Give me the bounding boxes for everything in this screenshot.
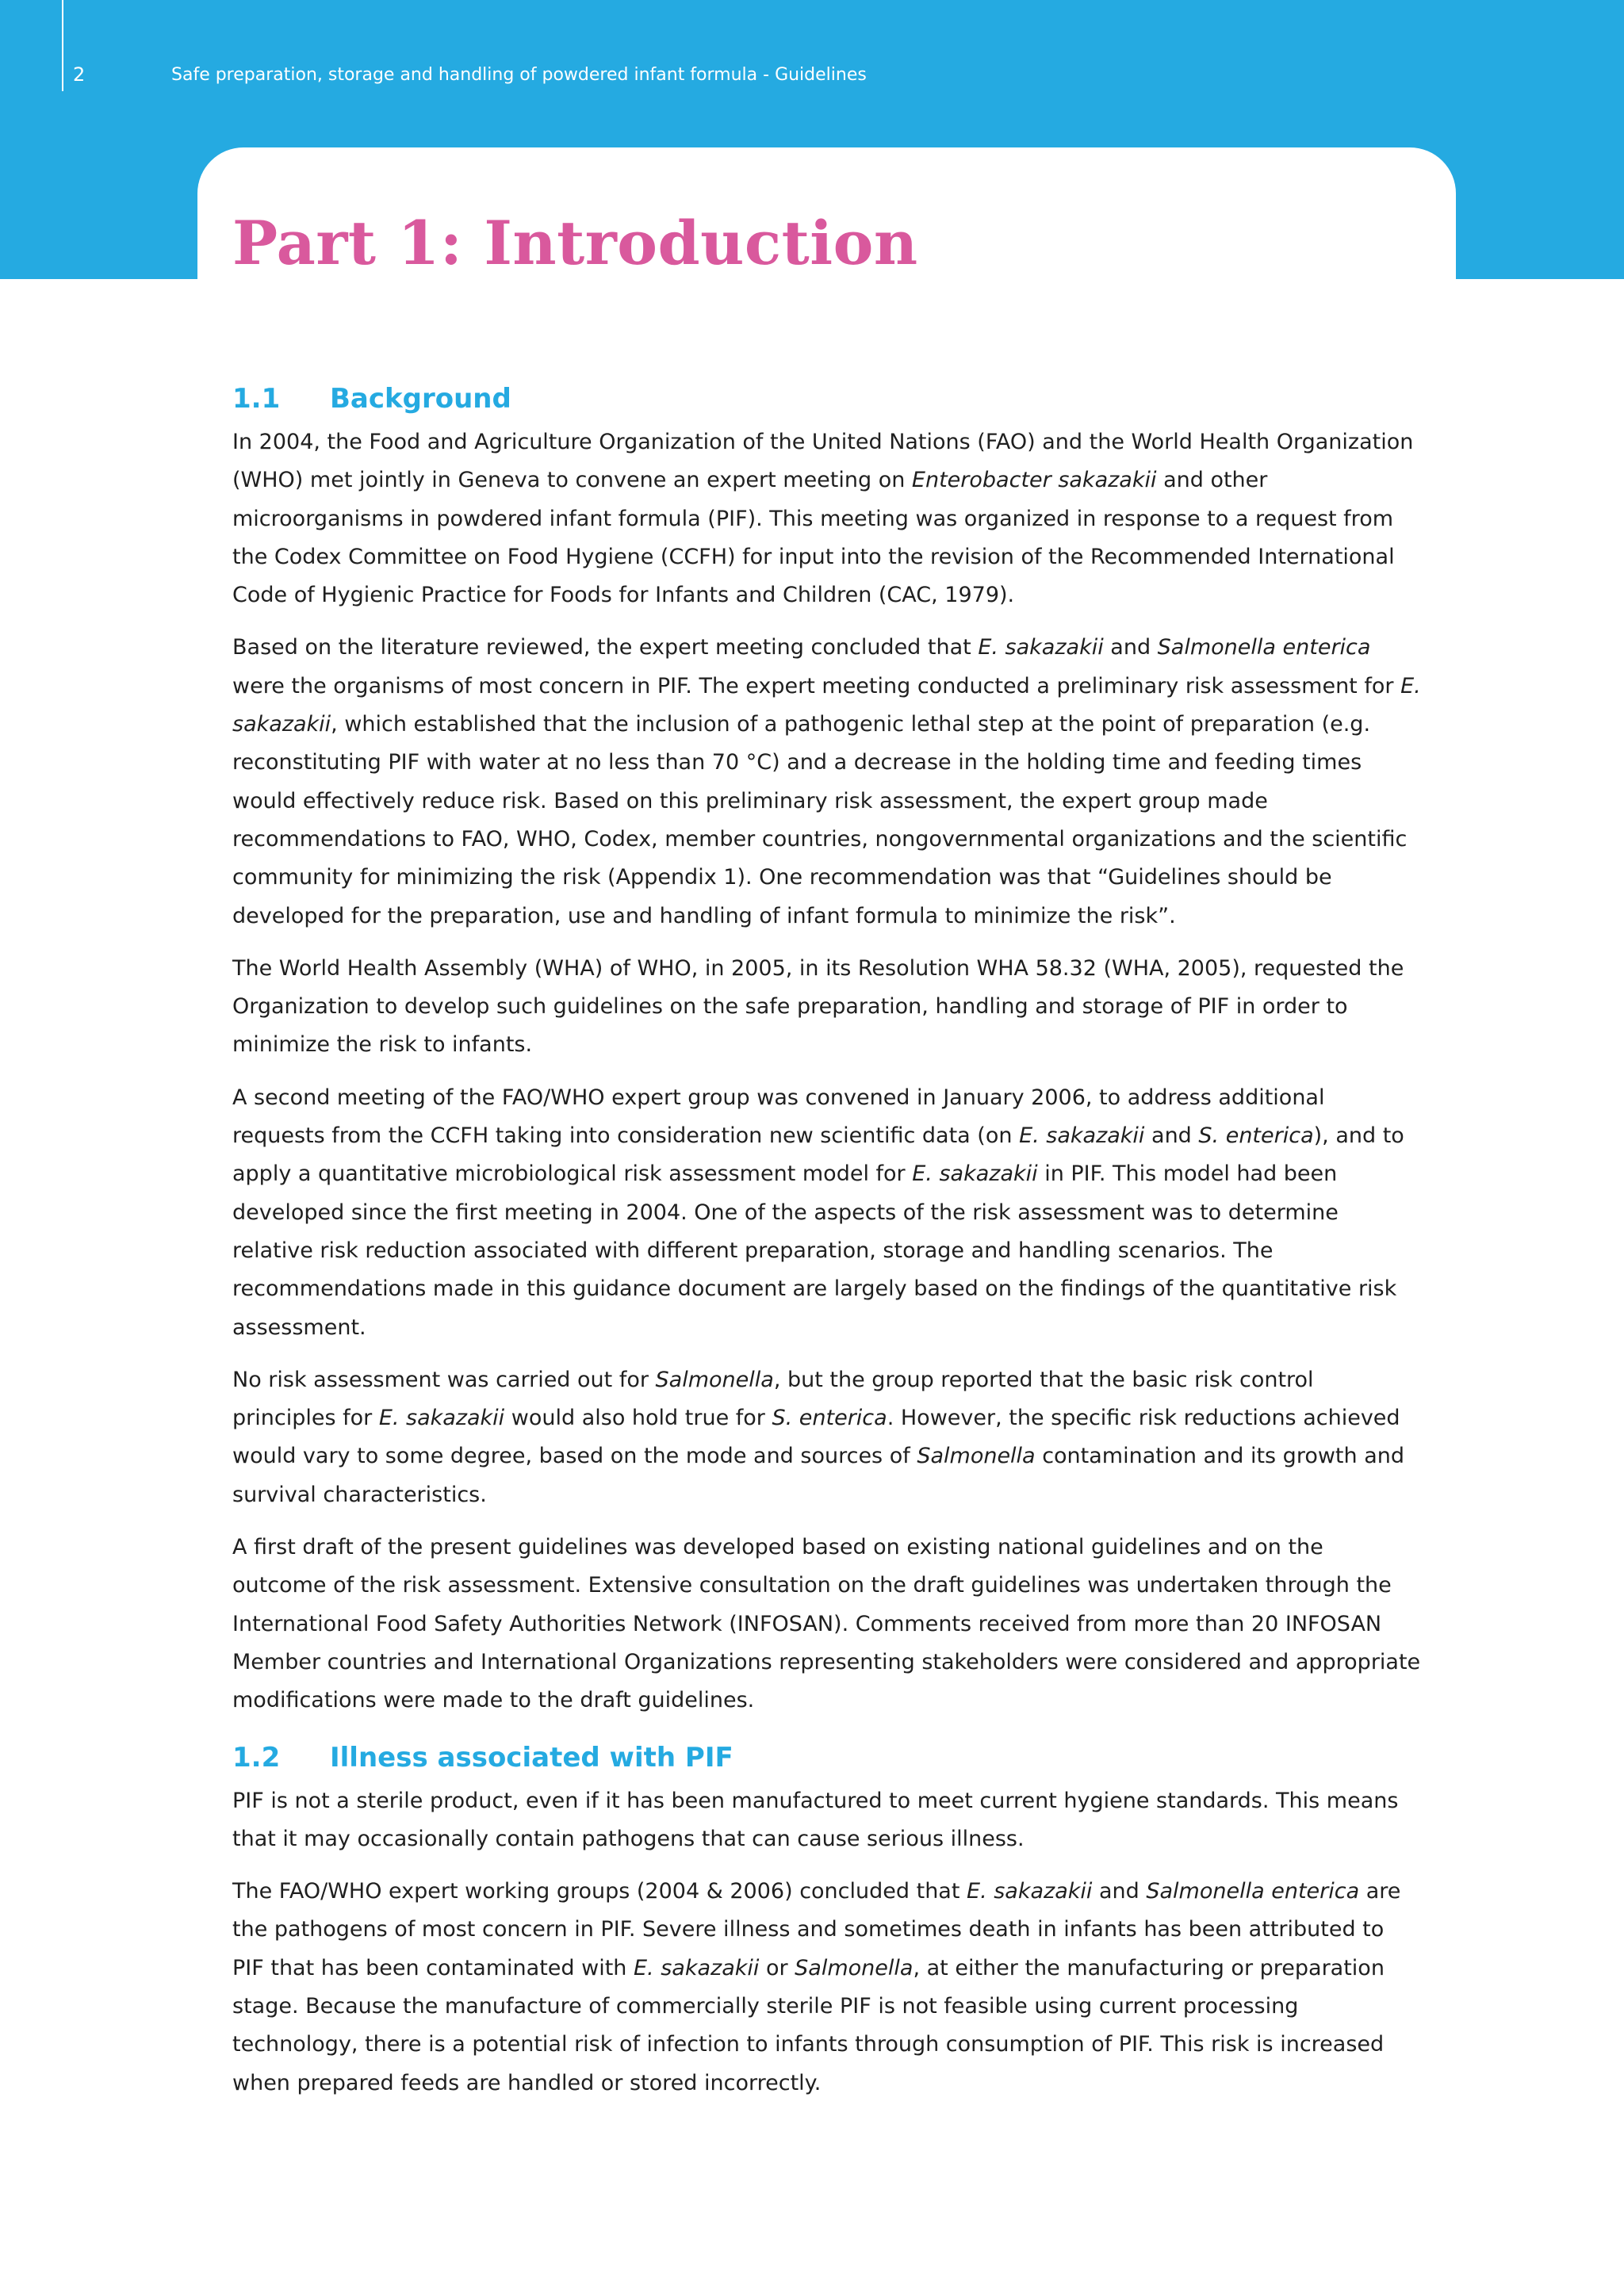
text-run: In 2004, the Food and Agriculture Organization of the United Nations (FAO) and the World Health Organization (WHO) met jointly in Geneva to convene an expert meeting on [232,430,1414,493]
text-run: , at either the manufacturing or preparation stage. Because the manufacture of commercially sterile PIF is not feasible using current processing technology, there is a potential risk of infection to infants through consumption of PIF. This risk is increased when prepared feeds are handled or stored incorrectly. [232,1955,1385,2095]
italic-text: Salmonella [655,1367,774,1392]
section-1-1 [232,379,1422,1720]
italic-text: Salmonella [917,1444,1036,1469]
italic-text: E. sakazakii [634,1955,760,1980]
paragraph [232,1361,1422,1514]
document-body [232,379,1422,2117]
section-number: 1.2 [232,1741,281,1774]
text-run: , which established that the inclusion of a pathogenic lethal step at the point of preparation (e.g. reconstituting PIF with water at no less than 70 °C) and a decrease in the holding time and feeding times would effectively reduce risk. Based on this preliminary risk assessment, the expert group made recommendations to FAO, WHO, Codex, member countries, nongovernmental organizations and the scientific community for minimizing the risk (Appendix 1). One recommendation was that “Guidelines should be developed for the preparation, use and handling of infant formula to minimize the risk”. [232,712,1408,928]
section-heading [232,379,1422,419]
text-run: The FAO/WHO expert working groups (2004 & 2006) concluded that [232,1879,967,1904]
paragraph [232,1873,1422,2103]
text-run: A second meeting of the FAO/WHO expert group was convened in January 2006, to address additional requests from the CCFH taking into consideration new scientific data (on [232,1085,1325,1149]
text-run: No risk assessment was carried out for [232,1367,656,1392]
paragraph [232,629,1422,935]
paragraph [232,423,1422,614]
text-run: and [1092,1879,1147,1904]
paragraph [232,1079,1422,1347]
italic-text: E. sakazakii [967,1879,1093,1904]
text-run: or [759,1955,795,1980]
text-run: were the organisms of most concern in PIF. The expert meeting conducted a preliminary risk assessment for [232,673,1401,698]
text-run: PIF is not a sterile product, even if it has been manufactured to meet current hygiene standards. This means that it may occasionally contain pathogens that can cause serious illness. [232,1788,1399,1851]
paragraph [232,1529,1422,1720]
text-run: A first draft of the present guidelines was developed based on existing national guidelines and on the outcome of the risk assessment. Extensive consultation on the draft guidelines was undertaken through the International Food Safety Authorities Network (INFOSAN). Comments received from more than 20 INFOSAN Member countries and International Organizations representing stakeholders were considered and appropriate modifications were made to the draft guidelines. [232,1535,1421,1713]
paragraph [232,1782,1422,1859]
italic-text: Enterobacter sakazakii [911,468,1157,493]
text-run: in PIF. This model had been developed since the first meeting in 2004. One of the aspects of the risk assessment was to determine relative risk reduction associated with different preparation, storage and handling scenarios. The recommendations made in this guidance document are largely based on the findings of the quantitative risk assessment. [232,1161,1397,1340]
part-title: Part 1: Introduction [232,208,918,278]
italic-text: S. enterica [1198,1123,1314,1149]
italic-text: Salmonella enterica [1157,635,1371,660]
italic-text: S. enterica [772,1406,887,1431]
text-run: ), and to apply a quantitative microbiological risk assessment model for [232,1123,1404,1187]
text-run: and other microorganisms in powdered infant formula (PIF). This meeting was organized in response to a request from the Codex Committee on Food Hygiene (CCFH) for input into the revision of the Recommended International Code of Hygienic Practice for Foods for Infants and Children (CAC, 1979). [232,468,1395,608]
italic-text: E. sakazakii [912,1161,1038,1187]
running-title: Safe preparation, storage and handling of powdered infant formula - Guidelines [171,65,867,85]
text-run: . However, the specific risk reductions achieved would vary to some degree, based on the mode and sources of [232,1406,1400,1469]
section-title: Illness associated with PIF [330,1741,733,1774]
italic-text: E. sakazakii [378,1406,505,1431]
italic-text: E. sakazakii [232,673,1421,737]
text-run: and [1144,1123,1199,1149]
paragraph [232,950,1422,1065]
text-run: Based on the literature reviewed, the expert meeting concluded that [232,635,979,660]
text-run: are the pathogens of most concern in PIF. Severe illness and sometimes death in infants has been attributed to PIF that has been contaminated with [232,1879,1401,1980]
text-run: , but the group reported that the basic risk control principles for [232,1367,1314,1431]
text-run: contamination and its growth and survival characteristics. [232,1444,1405,1507]
italic-text: Salmonella [795,1955,914,1980]
italic-text: E. sakazakii [1019,1123,1145,1149]
italic-text: Salmonella enterica [1146,1879,1360,1904]
header-divider [62,0,63,91]
text-run: would also hold true for [504,1406,772,1431]
section-number: 1.1 [232,383,281,415]
section-heading [232,1738,1422,1777]
page-number: 2 [73,63,86,86]
text-run: and [1103,635,1158,660]
text-run: The World Health Assembly (WHA) of WHO, in 2005, in its Resolution WHA 58.32 (WHA, 2005), requested the Organization to develop such guidelines on the safe preparation, handling and storage of PIF in order to minimize the risk to infants. [232,955,1404,1058]
italic-text: E. sakazakii [978,635,1104,660]
section-1-2 [232,1738,1422,2103]
section-title: Background [330,383,511,415]
